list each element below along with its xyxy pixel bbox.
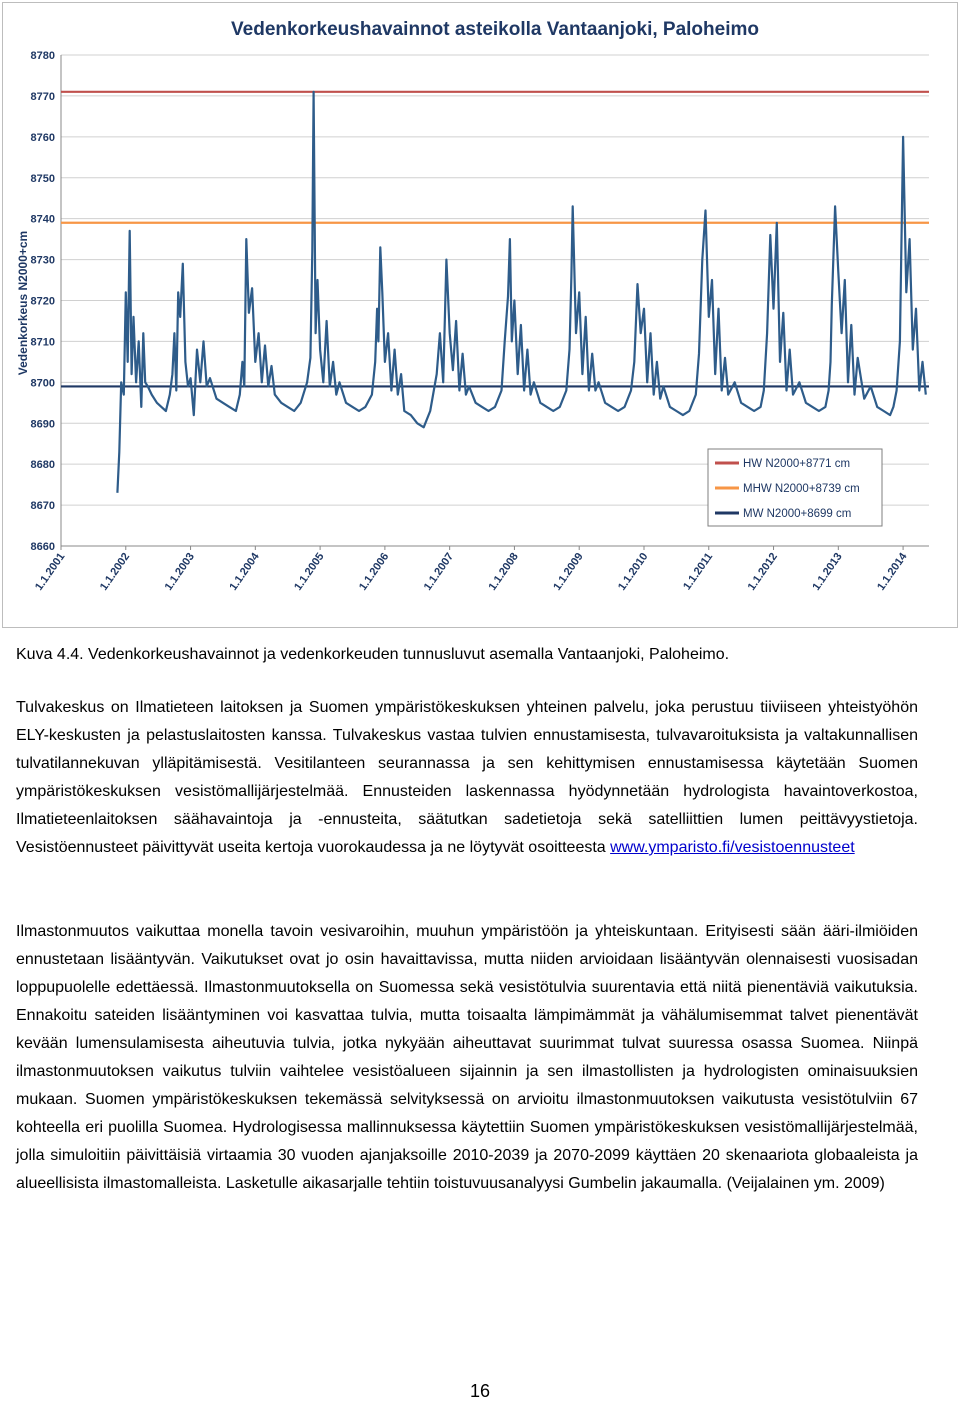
x-tick-label: 1.1.2003: [162, 550, 198, 593]
paragraph-flood-centre: [16, 694, 918, 862]
y-tick-label: 8770: [30, 90, 55, 103]
chart-title: Vedenkorkeushavainnot asteikolla Vantaanjoki, Paloheimo: [231, 19, 759, 40]
y-axis-label: Vedenkorkeus N2000+cm: [16, 230, 30, 376]
x-tick-label: 1.1.2013: [810, 550, 845, 593]
x-tick-label: 1.1.2009: [551, 550, 586, 593]
legend: [708, 449, 882, 526]
water-level-series-line: [117, 92, 925, 493]
x-tick-label: 1.1.2014: [875, 550, 910, 593]
y-tick-label: 8780: [30, 50, 55, 62]
x-tick-label: 1.1.2011: [681, 550, 716, 593]
x-tick-labels: [33, 550, 910, 593]
x-tick-label: 1.1.2008: [486, 550, 521, 593]
paragraph-flood-centre-text: Tulvakeskus on Ilmatieteen laitoksen ja Suomen ympäristökeskuksen yhteinen palvelu, joka perustuu tiiviiseen yhteistyöhön ELY-keskusten ja pelastuslaitosten kanssa. Tulvakeskus vastaa tulvien ennustamisesta, tulvavaroituksista ja valtakunnallisen tulvatilannekuvan ylläpitämisestä. Vesitilanteen seurannassa ja sen kehittymisen ennustamisessa käytetään Suomen ympäristökeskuksen vesistömallijärjestelmää. Ennusteiden laskennassa hyödynnetään hydrologista havaintoverkostoa, Ilmatieteenlaitoksen säähavaintoja ja -ennusteita, säätutkan sadetietoja sekä satelliittien lumen peittävyystietoja. Vesistöennusteet päivittyvät useita kertoja vuorokaudessa ja ne löytyvät osoitteesta: [16, 699, 918, 856]
y-tick-label: 8670: [30, 500, 55, 513]
x-tick-label: 1.1.2010: [616, 550, 651, 593]
y-tick-label: 8740: [30, 213, 55, 226]
x-tick-label: 1.1.2012: [745, 550, 780, 593]
y-tick-label: 8730: [30, 254, 55, 267]
legend-label: MHW N2000+8739 cm: [743, 483, 860, 495]
series-layer: [117, 92, 925, 493]
y-tick-label: 8660: [30, 541, 55, 553]
y-tick-label: 8690: [30, 418, 55, 431]
y-tick-label: 8760: [30, 131, 55, 144]
y-tick-label: 8680: [30, 459, 55, 472]
x-tick-label: 1.1.2006: [356, 550, 392, 593]
x-tick-label: 1.1.2007: [421, 550, 457, 593]
reference-lines: [61, 92, 929, 387]
legend-label: MW N2000+8699 cm: [743, 508, 852, 520]
page-number: 16: [469, 1381, 491, 1401]
paragraph-climate-change: Ilmastonmuutos vaikuttaa monella tavoin vesivaroihin, muuhun ympäristöön ja yhteiskuntaan. Erityisesti sään ääri-ilmiöiden ennustetaan lisääntyvän. Vaikutukset ovat jo osin havaittavissa, mutta niiden arvioidaan lisääntyvän olennaisesti vuosisadan loppupuolelle edettäessä. Ilmastonmuutoksella on Suomessa sekä vesistötulvia suurentavia että niitä pienentäviä vaikutuksia. Ennakoitu sateiden lisääntyminen voi kasvattaa tulvia, mutta toisaalta lämpimämmät ja vähälumisemmat talvet pienentävät kevään lumensulamisesta aiheutuvia tulvia, jotka nykyään aiheuttavat suurimmat tulvat suuressa osassa Suomea. Niinpä ilmastonmuutoksen vaikutus tulviin vaihtelee vesistöalueen sijainnin ja sen ilmastollisten ja hydrologisten ominaisuuksien mukaan. Suomen ympäristökeskuksen tekemässä selvityksessä on arvioitu ilmastonmuutoksen vaikutusta vesistötulviin 67 kohteella eri puolilla Suomea. Hydrologisessa mallinnuksessa käytettiin Suomen ympäristökeskuksen vesistömallijärjestelmää, jolla simuloitiin päivittäisiä virtaamia 30 vuoden ajanjaksoille 2010-2039 ja 2070-2099 käyttäen 20 skenaariota globaaleista ja alueellisista ilmastomalleista. Lasketulle aikasarjalle tehtiin toistuvuusanalyysi Gumbelin jakaumalla. (Veijalainen ym. 2009): [16, 923, 918, 1192]
forecast-link[interactable]: www.ymparisto.fi/vesistoennusteet: [610, 839, 855, 856]
y-tick-labels: [31, 50, 55, 553]
y-tick-label: 8750: [30, 172, 55, 185]
y-tick-label: 8720: [30, 295, 55, 308]
y-tick-label: 8700: [30, 377, 55, 390]
x-tick-label: 1.1.2004: [227, 550, 262, 593]
y-tick-label: 8710: [30, 336, 55, 349]
x-tick-label: 1.1.2005: [292, 550, 327, 593]
chart-frame: [2, 2, 958, 628]
water-level-chart: [3, 3, 959, 629]
figure-caption: Kuva 4.4. Vedenkorkeushavainnot ja vedenkorkeuden tunnusluvut asemalla Vantaanjoki, Paloheimo.: [16, 646, 730, 663]
x-tick-label: 1.1.2001: [33, 550, 68, 593]
x-tick-label: 1.1.2002: [97, 550, 133, 593]
legend-label: HW N2000+8771 cm: [743, 458, 851, 470]
